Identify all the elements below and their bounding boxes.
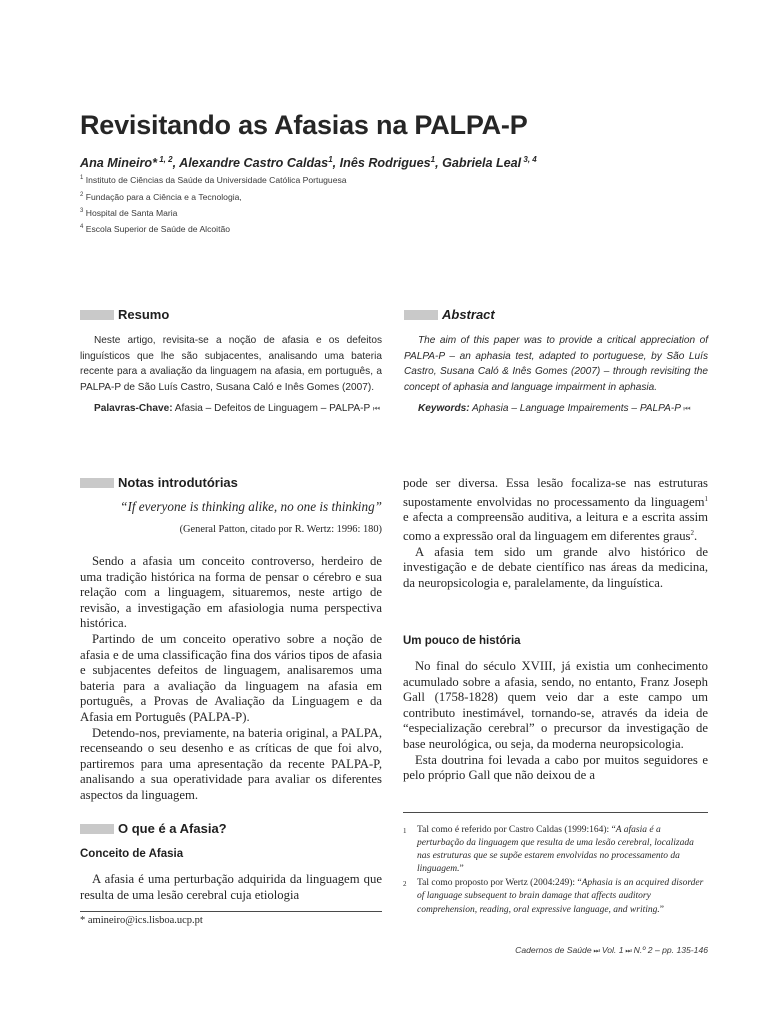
author-name: , Alexandre Castro Caldas — [172, 156, 329, 171]
abstract-heading — [404, 307, 495, 322]
resumo-keywords — [80, 401, 382, 417]
footnote — [403, 824, 708, 876]
affiliation — [80, 224, 230, 234]
epigraph-quote: “If everyone is thinking alike, no one is thinking” — [120, 499, 382, 514]
forward-arrow-icon: ⏭ — [623, 948, 634, 955]
back-arrow-icon: ⏮ — [683, 404, 691, 413]
affiliation — [80, 192, 242, 202]
text-run: pode ser diversa. Essa lesão focaliza-se nas estruturas supostamente envolvidas no processamento da linguagem — [403, 476, 708, 509]
section-bar — [80, 478, 114, 488]
affiliation-text: Instituto de Ciências da Saúde da Universidade Católica Portuguesa — [83, 175, 347, 185]
section-bar — [80, 310, 114, 320]
article-title: Revisitando as Afasias na PALPA-P — [80, 110, 528, 140]
paragraph: Esta doutrina foi levada a cabo por muitos seguidores e pelo próprio Gall que não deixou de a — [403, 752, 708, 783]
section-bar — [80, 824, 114, 834]
paragraph: A afasia tem sido um grande alvo histórico de investigação e de debate científico nas áreas da medicina, da neuropsicologia e, paralelamente, da linguística. — [403, 544, 708, 591]
notas-body — [80, 554, 382, 804]
issue-pages: N.º 2 – pp. 135-146 — [633, 945, 708, 955]
keywords-text: Aphasia – Language Impairements – PALPA-P — [469, 403, 684, 414]
text-run: Tal como proposto por Wertz (2004:249): “ — [417, 878, 582, 889]
author-name: , Gabriela Leal — [435, 156, 522, 171]
text-run: Aphasia is an acquired disorder of language subsequent to brain damage that affects auditory comprehension, reading, oral expressive language, and writing. — [417, 878, 704, 915]
paragraph: Detendo-nos, previamente, na bateria original, a PALPA, recenseando o seu desenho e as críticas de que foi alvo, partiremos para uma apresentação da recente PALPA-P, analisando a sua operatividade para avaliar os diferentes aspectos da linguagem. — [80, 725, 382, 802]
resumo-text: Neste artigo, revisita-se a noção de afasia e os defeitos linguísticos que lhe são subjacentes, analisando uma bateria recente para a avaliação da linguagem na afasia, em português, a PALPA-P de São Luís Castro, Susana Caló e Inês Gomes (2007). — [80, 335, 382, 393]
footnote-number: 2 — [403, 880, 407, 889]
section-title: Notas introdutórias — [118, 475, 238, 490]
epigraph-source: (General Patton, citado por R. Wertz: 1996: 180) — [179, 524, 382, 535]
section-title: Resumo — [118, 307, 170, 322]
page-footer — [515, 945, 708, 956]
author-affiliation-marker: 1, 2 — [156, 155, 173, 164]
paragraph: Partindo de um conceito operativo sobre a noção de afasia e de uma classificação fina dos vários tipos de afasia e subjacentes defeitos de linguagem, analisaremos uma bateria para a avaliação da linguagem na afasia em português, a Provas de Avaliação da Linguagem e da Afasia em Português (PALPA-P). — [80, 631, 382, 724]
paragraph — [403, 476, 708, 545]
abstract-text: The aim of this paper was to provide a critical appreciation of PALPA-P – an aphasia test, adapted to portuguese, by São Luís Castro, Susana Caló & Inês Gomes (2007) – through revisiting the concept of aphasia and language impairment in aphasia. — [404, 335, 708, 393]
text-run: ” — [659, 904, 664, 915]
author-name: Ana Mineiro* — [80, 156, 157, 171]
text-run: ” — [459, 864, 464, 875]
author-name: , Inês Rodrigues — [332, 156, 431, 171]
footnote-ref: 2 — [690, 529, 694, 538]
paragraph: Sendo a afasia um conceito controverso, herdeiro de uma tradição histórica na forma de pensar o cérebro e sua relação com a linguagem, situaremos, neste artigo de revisão, a investigação em afasiologia numa perspectiva histórica. — [80, 554, 382, 631]
historia-body — [403, 659, 708, 784]
affiliation-number: 1 — [80, 175, 84, 182]
section-bar — [404, 310, 438, 320]
afasia-body — [80, 872, 382, 903]
author-affiliation-marker: 3, 4 — [521, 155, 537, 164]
affiliation-number: 3 — [80, 208, 84, 215]
conceito-subheading: Conceito de Afasia — [80, 848, 184, 860]
forward-arrow-icon: ⏭ — [591, 948, 602, 955]
author-affiliation-marker: 1 — [430, 155, 436, 164]
keywords-label: Palavras-Chave: — [94, 403, 173, 414]
volume: Vol. 1 — [601, 945, 624, 955]
footnote-text — [417, 824, 708, 876]
historia-subheading: Um pouco de história — [403, 635, 521, 647]
author-affiliation-marker: 1 — [328, 155, 333, 164]
resumo-body — [80, 333, 382, 417]
affiliation — [80, 175, 347, 185]
back-arrow-icon: ⏮ — [372, 404, 381, 413]
abstract-keywords — [404, 401, 708, 417]
footnote-text — [417, 877, 708, 916]
author-email: * amineiro@ics.lisboa.ucp.pt — [80, 915, 203, 926]
afasia-heading — [80, 821, 227, 836]
author-list — [80, 155, 720, 170]
paragraph: A afasia é uma perturbação adquirida da linguagem que resulta de uma lesão cerebral cuja etiologia — [80, 872, 382, 902]
affiliation-text: Fundação para a Ciência e a Tecnologia, — [83, 192, 242, 202]
keywords-label: Keywords: — [418, 403, 470, 414]
text-run: Tal como é referido por Castro Caldas (1999:164): “ — [417, 825, 616, 835]
journal-name: Cadernos de Saúde — [515, 945, 592, 955]
notas-heading — [80, 475, 238, 490]
footnote-divider — [80, 911, 382, 912]
affiliation — [80, 208, 177, 218]
footnotes — [403, 824, 708, 917]
paragraph: No final do século XVIII, já existia um conhecimento acumulado sobre a afasia, sendo, no entanto, Franz Joseph Gall (1758-1828) quem veio dar a este campo um contributo inestimável, tornando-se, através da ideia de “especialização cerebral” o precursor da investigação de base neurológica, ou seja, da moderna neuropsicologia. — [403, 659, 708, 751]
affiliation-text: Escola Superior de Saúde de Alcoitão — [83, 224, 231, 234]
footnote-number: 1 — [403, 827, 407, 835]
affiliation-text: Hospital de Santa Maria — [83, 208, 178, 218]
section-title: O que é a Afasia? — [118, 821, 227, 836]
right-column-body — [403, 476, 708, 592]
keywords-text: Afasia – Defeitos de Linguagem – PALPA-P — [172, 403, 373, 414]
affiliation-number: 2 — [80, 192, 84, 199]
text-run: e afecta a compreensão auditiva, a leitura e a escrita assim como a expressão oral da linguagem em diferentes graus — [403, 510, 708, 544]
text-run: A afasia é a perturbação da linguagem que resulta de uma lesão cerebral, localizada nas estruturas que se supõe estarem envolvidas no processamento da linguagem. — [417, 825, 694, 875]
text-run: . — [693, 529, 698, 544]
abstract-body — [404, 333, 708, 417]
affiliation-number: 4 — [80, 224, 84, 231]
footnote-divider — [403, 812, 708, 813]
section-title: Abstract — [442, 307, 495, 322]
resumo-heading — [80, 307, 169, 322]
footnote — [403, 877, 708, 916]
footnote-ref: 1 — [704, 494, 708, 503]
